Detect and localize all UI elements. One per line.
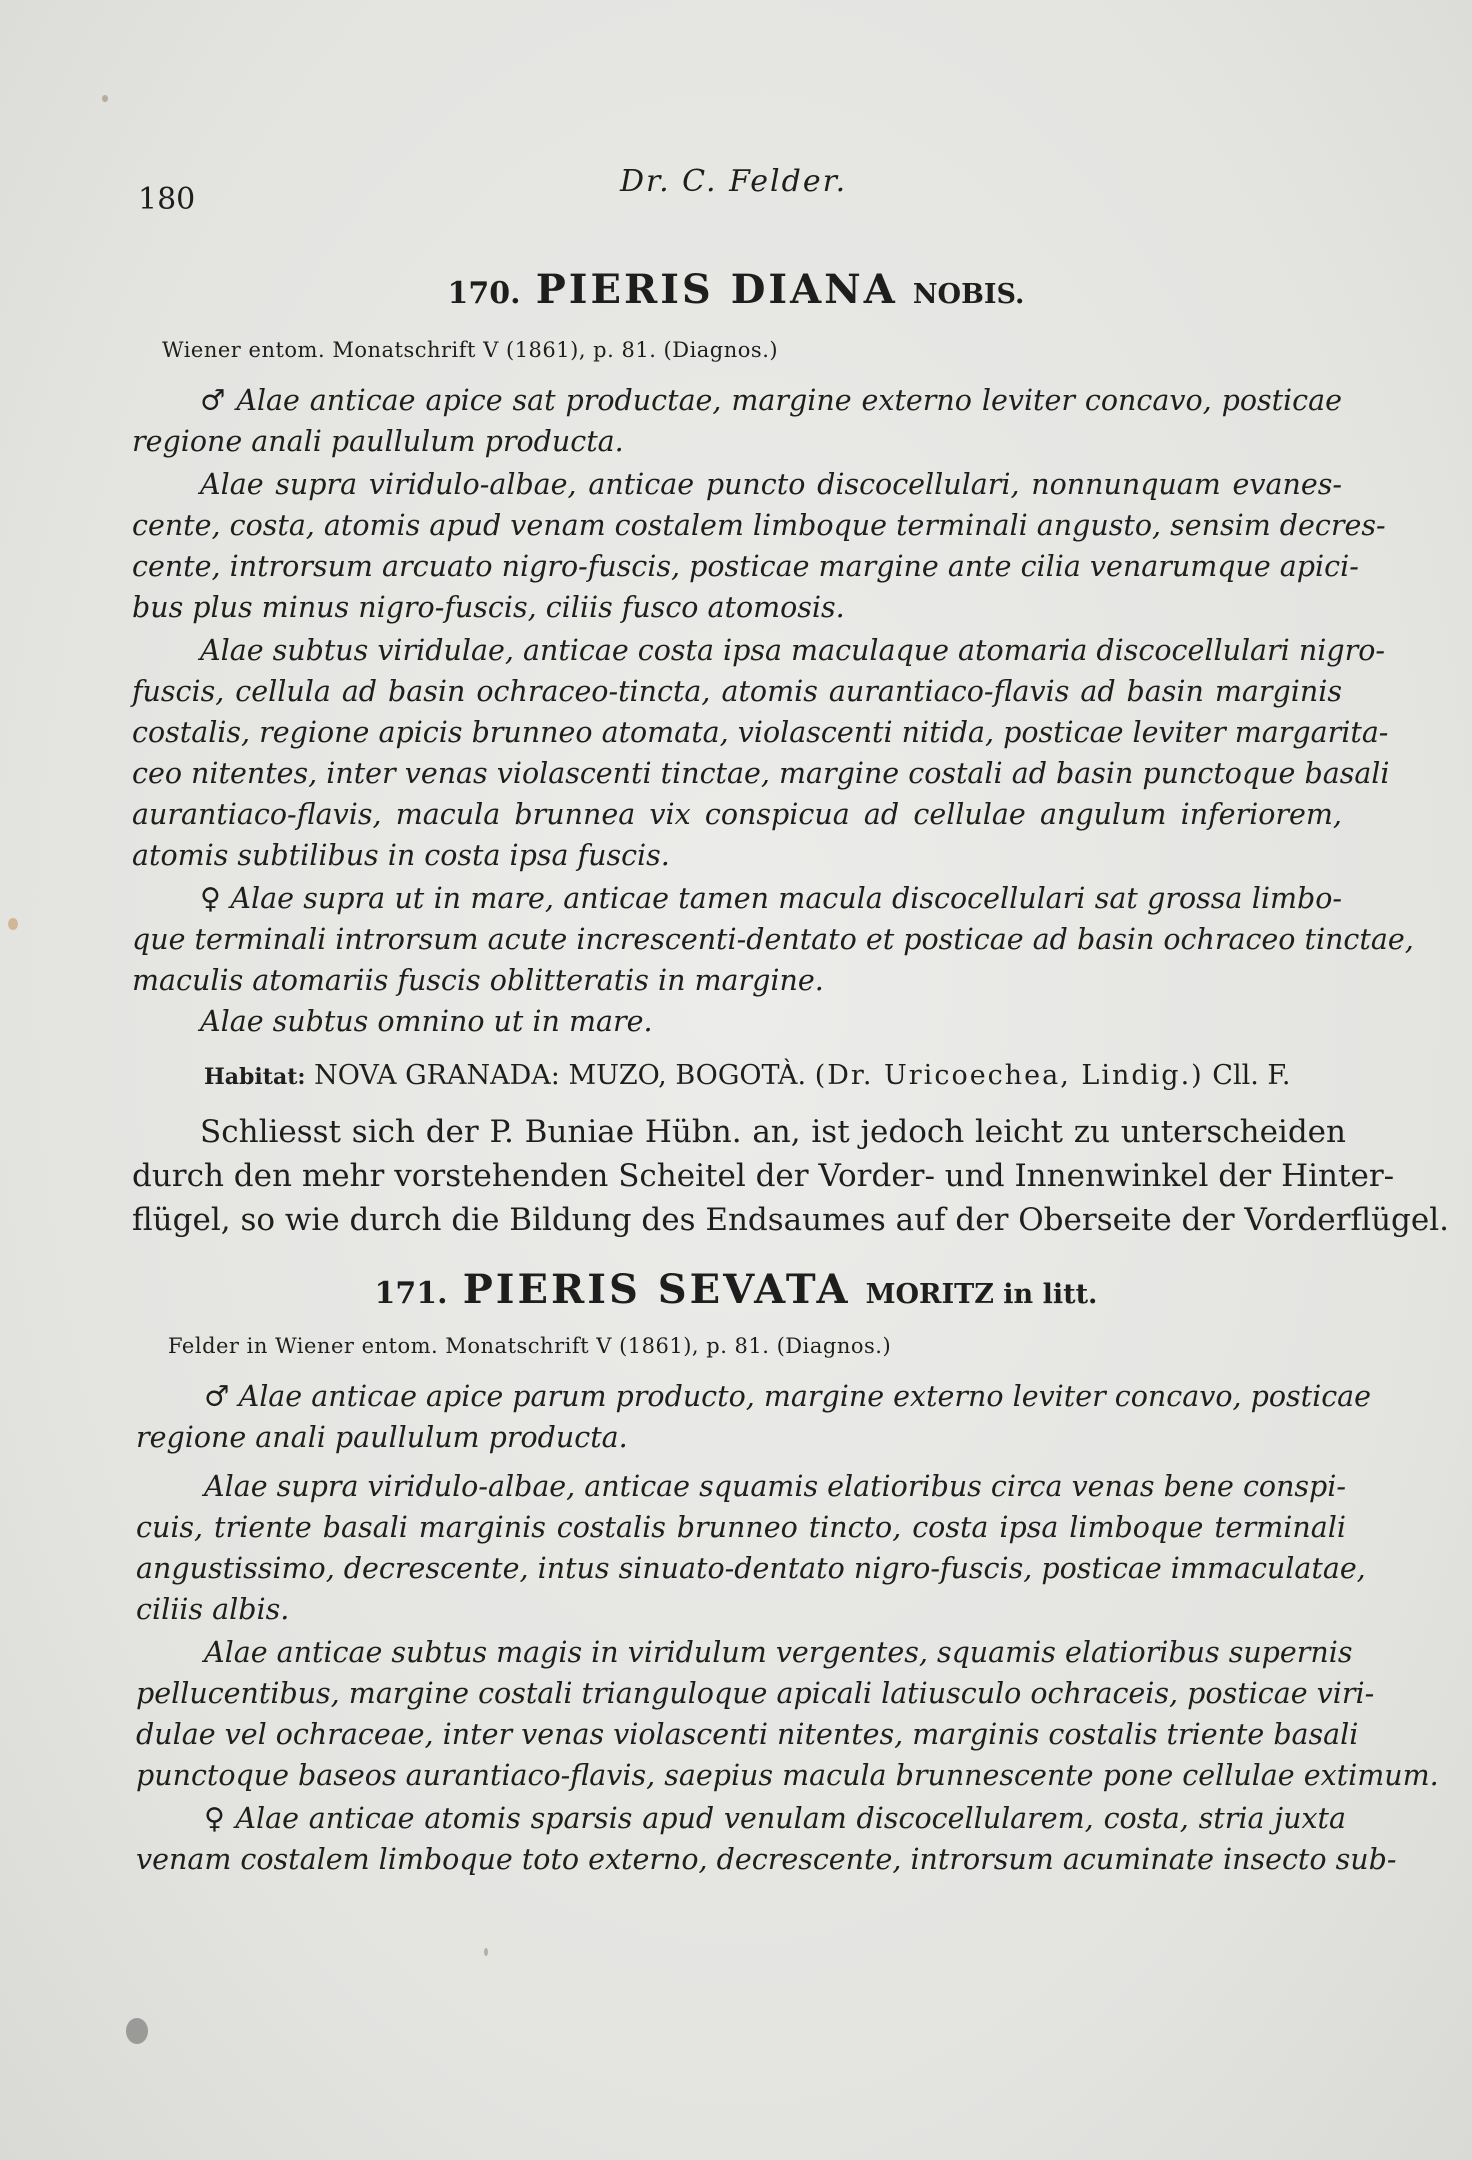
text-line: Alae subtus viridulae, anticae costa ipsa maculaque atomaria discocellulari nigro- <box>200 634 1385 667</box>
text-line: ♂ Alae anticae apice sat productae, margine externo leviter concavo, posticae <box>200 384 1342 417</box>
upperside-description <box>132 464 1386 628</box>
text-line: cente, introrsum arcuato nigro-fuscis, posticae margine ante cilia venarumque apici- <box>132 550 1359 583</box>
species-authority: NOBIS. <box>912 279 1025 310</box>
species-reference: Felder in Wiener entom. Monatschrift V (1861), p. 81. (Diagnos.) <box>168 1334 892 1358</box>
text-line: punctoque baseos aurantiaco-flavis, saepius macula brunnescente pone cellulae extimum. <box>136 1759 1439 1792</box>
text-line: Alae subtus omnino ut in mare. <box>200 1005 653 1038</box>
species-name: PIERIS SEVATA <box>462 1266 851 1313</box>
ink-speck <box>102 95 108 102</box>
text-line: que terminali introrsum acute increscenti-dentato et posticae ad basin ochraceo tinctae, <box>132 923 1414 956</box>
habitat-label: Habitat: <box>204 1064 306 1090</box>
text-line: flügel, so wie durch die Bildung des Endsaumes auf der Oberseite der Vorderflügel. <box>132 1202 1450 1238</box>
text-line: dulae vel ochraceae, inter venas violascenti nitentes, marginis costalis triente basali <box>136 1718 1359 1751</box>
text-line: Alae supra viridulo-albae, anticae squamis elatioribus circa venas bene conspi- <box>204 1470 1347 1503</box>
ink-speck <box>8 918 18 930</box>
text-line: durch den mehr vorstehenden Scheitel der Vorder- und Innenwinkel der Hinter- <box>132 1158 1395 1194</box>
text-line: maculis atomariis fuscis oblitteratis in margine. <box>132 964 824 997</box>
text-line: costalis, regione apicis brunneo atomata, violascenti nitida, posticae leviter margarita- <box>132 716 1389 749</box>
species-number: 170. <box>447 276 521 311</box>
text-line: Schliesst sich der P. Buniae Hübn. an, ist jedoch leicht zu unterscheiden <box>200 1114 1346 1150</box>
species-title <box>0 1266 1472 1313</box>
text-line: Alae supra viridulo-albae, anticae puncto discocellulari, nonnunquam evanes- <box>200 468 1342 501</box>
text-line: ♂ Alae anticae apice parum producto, margine externo leviter concavo, posticae <box>204 1380 1372 1413</box>
male-description <box>132 380 1342 462</box>
running-head: Dr. C. Felder. <box>620 164 848 199</box>
text-line: aurantiaco-flavis, macula brunnea vix conspicua ad cellulae angulum inferiorem, <box>132 798 1342 831</box>
ink-speck <box>484 1948 488 1956</box>
habitat-line <box>204 1060 1344 1091</box>
upperside-description <box>136 1466 1366 1630</box>
text-line: cuis, triente basali marginis costalis brunneo tincto, costa ipsa limboque terminali <box>136 1511 1346 1544</box>
text-line: ceo nitentes, inter venas violascenti tinctae, margine costali ad basin punctoque basali <box>132 757 1390 790</box>
female-description <box>132 878 1414 1042</box>
species-reference: Wiener entom. Monatschrift V (1861), p. 81. (Diagnos.) <box>162 338 779 362</box>
remarks <box>132 1110 1450 1242</box>
text-line: atomis subtilibus in costa ipsa fuscis. <box>132 839 670 872</box>
text-line: bus plus minus nigro-fuscis, ciliis fusco atomosis. <box>132 591 845 624</box>
female-description <box>136 1798 1397 1880</box>
species-number: 171. <box>374 1276 448 1311</box>
habitat-locality: NOVA GRANADA: MUZO, BOGOTÀ. <box>314 1060 807 1091</box>
text-line: cente, costa, atomis apud venam costalem limboque terminali angusto, sensim decres- <box>132 509 1386 542</box>
text-line: angustissimo, decrescente, intus sinuato-dentato nigro-fuscis, posticae immaculatae, <box>136 1552 1366 1585</box>
text-line: ciliis albis. <box>136 1593 290 1626</box>
ink-speck <box>126 2018 148 2044</box>
text-line: ♀ Alae supra ut in mare, anticae tamen macula discocellulari sat grossa limbo- <box>200 882 1342 915</box>
underside-description <box>132 630 1390 876</box>
text-line: fuscis, cellula ad basin ochraceo-tincta, atomis aurantiaco-flavis ad basin marginis <box>132 675 1342 708</box>
text-line: ♀ Alae anticae atomis sparsis apud venulam discocellularem, costa, stria juxta <box>204 1802 1346 1835</box>
species-name: PIERIS DIANA <box>535 266 898 313</box>
habitat-collection: Cll. F. <box>1212 1060 1291 1091</box>
male-description <box>136 1376 1372 1458</box>
underside-description <box>136 1632 1439 1796</box>
habitat-collectors: (Dr. Uricoechea, Lindig.) <box>814 1060 1204 1091</box>
text-line: venam costalem limboque toto externo, decrescente, introrsum acuminate insecto sub- <box>136 1843 1397 1876</box>
text-line: regione anali paullulum producta. <box>136 1421 628 1454</box>
text-line: Alae anticae subtus magis in viridulum vergentes, squamis elatioribus supernis <box>204 1636 1353 1669</box>
text-line: pellucentibus, margine costali trianguloque apicali latiusculo ochraceis, posticae viri- <box>136 1677 1375 1710</box>
text-line: regione anali paullulum producta. <box>132 425 624 458</box>
species-title <box>0 266 1472 313</box>
species-authority: MORITZ in litt. <box>865 1279 1098 1310</box>
page-number: 180 <box>138 182 196 217</box>
